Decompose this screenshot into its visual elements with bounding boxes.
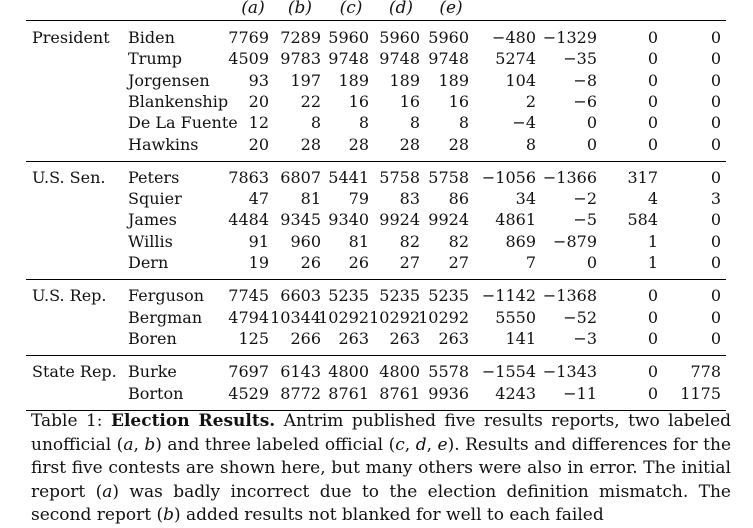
column-header: (d) <box>388 0 414 18</box>
table-cell: 0 <box>647 134 658 154</box>
column-header: (c) <box>339 0 363 18</box>
table-cell: 8 <box>358 113 369 133</box>
table-cell: 9345 <box>280 210 321 230</box>
table-cell: −52 <box>563 307 597 327</box>
table-cell: 189 <box>389 70 420 90</box>
table-cell: 0 <box>647 383 658 403</box>
table-cell: 5235 <box>379 286 420 306</box>
table-cell: 5758 <box>379 167 420 187</box>
table-cell: 7863 <box>228 167 269 187</box>
table-cell: 9924 <box>428 210 469 230</box>
table-cell: 869 <box>505 231 536 251</box>
table-cell: 4800 <box>328 362 369 382</box>
table-cell: 5550 <box>495 307 536 327</box>
table-cell: 4794 <box>228 307 269 327</box>
candidate-name: Biden <box>128 28 175 47</box>
table-cell: 4529 <box>228 383 269 403</box>
caption-label: Table 1: <box>31 411 103 431</box>
table-cell: 4243 <box>495 383 536 403</box>
table-cell: 5960 <box>379 28 420 47</box>
table-cell: 263 <box>338 328 369 348</box>
table-cell: 82 <box>399 231 420 251</box>
table-cell: −4 <box>512 113 536 133</box>
table-cell: 4484 <box>228 210 269 230</box>
table-cell: 263 <box>438 328 469 348</box>
table-cell: 7697 <box>228 362 269 382</box>
table-cell: 8 <box>525 134 536 154</box>
contest-label: U.S. Sen. <box>32 167 106 187</box>
table-cell: 81 <box>348 231 369 251</box>
table-cell: 0 <box>647 91 658 111</box>
table-cell: −879 <box>553 231 597 251</box>
table-cell: 83 <box>399 189 420 209</box>
table-cell: 0 <box>710 28 721 47</box>
table-cell: 0 <box>647 307 658 327</box>
table-cell: 0 <box>586 113 597 133</box>
table-cell: 28 <box>399 134 420 154</box>
caption-text-segment: , <box>426 434 438 455</box>
table-cell: 86 <box>448 189 469 209</box>
table-cell: 5960 <box>328 28 369 47</box>
contest-label: President <box>32 28 110 47</box>
table-cell: 0 <box>647 28 658 47</box>
table-cell: 28 <box>300 134 321 154</box>
candidate-name: Hawkins <box>128 134 199 154</box>
table-cell: 0 <box>710 134 721 154</box>
table-cell: 8 <box>409 113 420 133</box>
table-cell: 10292 <box>369 307 420 327</box>
candidate-name: Dern <box>128 253 169 272</box>
caption-italic-segment: a <box>123 434 134 455</box>
candidate-name: Squier <box>128 189 182 209</box>
table-cell: 22 <box>300 91 321 111</box>
table-cell: 0 <box>647 70 658 90</box>
table-cell: 0 <box>710 210 721 230</box>
caption-italic-segment: b <box>163 505 174 525</box>
table-cell: 4861 <box>495 210 536 230</box>
table-cell: 5578 <box>428 362 469 382</box>
table-cell: 6603 <box>280 286 321 306</box>
table-cell: 9748 <box>328 49 369 69</box>
caption-italic-segment: c <box>395 434 405 455</box>
table-cell: −1329 <box>542 28 597 47</box>
table-cell: 778 <box>690 362 721 382</box>
table-cell: 5758 <box>428 167 469 187</box>
candidate-name: Jorgensen <box>128 70 210 90</box>
candidate-name: Boren <box>128 328 177 348</box>
table-cell: −35 <box>563 49 597 69</box>
table-cell: 0 <box>647 328 658 348</box>
table-cell: 26 <box>300 253 321 272</box>
caption-title: Election Results. <box>110 411 276 431</box>
table-cell: 9783 <box>280 49 321 69</box>
table-cell: 8761 <box>379 383 420 403</box>
candidate-name: Willis <box>128 231 173 251</box>
caption-text-segment: ) was badly incorrect due to the election definition mismatch. The second report ( <box>31 481 731 525</box>
candidate-name: James <box>128 210 177 230</box>
table-cell: 0 <box>647 362 658 382</box>
table-cell: 5441 <box>328 167 369 187</box>
caption-text-segment: Antrim published five results reports, two labeled unofficial ( <box>31 411 732 455</box>
table-cell: −1366 <box>542 167 597 187</box>
table-cell: 189 <box>438 70 469 90</box>
table-cell: 10292 <box>418 307 469 327</box>
table-cell: 3 <box>710 189 721 209</box>
table-cell: 0 <box>647 286 658 306</box>
table-cell: 7745 <box>228 286 269 306</box>
table-cell: 104 <box>505 70 536 90</box>
table-rule <box>26 355 726 356</box>
candidate-name: Peters <box>128 167 180 187</box>
table-cell: 9748 <box>428 49 469 69</box>
table-cell: 317 <box>627 167 658 187</box>
table-cell: 141 <box>505 328 536 348</box>
column-header: (a) <box>241 0 265 18</box>
table-cell: 0 <box>710 49 721 69</box>
caption-italic-segment: e <box>437 434 448 455</box>
table-cell: −1142 <box>481 286 536 306</box>
table-rule <box>26 20 726 21</box>
table-cell: −5 <box>573 210 597 230</box>
table-cell: 4800 <box>379 362 420 382</box>
table-cell: −480 <box>492 28 536 47</box>
table-cell: 1 <box>647 253 658 272</box>
column-header: (e) <box>439 0 463 18</box>
table-cell: 9748 <box>379 49 420 69</box>
table-cell: 27 <box>448 253 469 272</box>
table-cell: 584 <box>627 210 658 230</box>
table-cell: 34 <box>515 189 536 209</box>
table-cell: 4 <box>647 189 658 209</box>
table-cell: 0 <box>647 49 658 69</box>
table-cell: 0 <box>710 113 721 133</box>
table-cell: 0 <box>710 70 721 90</box>
table-cell: 6143 <box>280 362 321 382</box>
table-cell: 26 <box>348 253 369 272</box>
candidate-name: Trump <box>128 49 183 69</box>
table-cell: 960 <box>290 231 321 251</box>
table-cell: 28 <box>348 134 369 154</box>
table-cell: 79 <box>348 189 369 209</box>
table-rule <box>26 279 726 280</box>
table-cell: −1368 <box>542 286 597 306</box>
caption-text-segment: ). Results and differences for the first five contests are shown here, but many others were also in error. The initial report ( <box>31 434 732 502</box>
candidate-name: Bergman <box>128 307 203 327</box>
table-cell: 16 <box>399 91 420 111</box>
table-cell: −2 <box>573 189 597 209</box>
table-cell: 8 <box>310 113 321 133</box>
table-cell: 5274 <box>495 49 536 69</box>
table-cell: 47 <box>248 189 269 209</box>
table-rule <box>26 161 726 162</box>
table-cell: 0 <box>710 91 721 111</box>
candidate-name: Ferguson <box>128 286 205 306</box>
caption-text-segment: ) and three labeled official ( <box>155 434 396 455</box>
candidate-name: Borton <box>128 383 184 403</box>
table-cell: 93 <box>248 70 269 90</box>
table-cell: 82 <box>448 231 469 251</box>
candidate-name: Blankenship <box>128 91 229 111</box>
table-cell: 0 <box>710 307 721 327</box>
table-cell: 6807 <box>280 167 321 187</box>
table-cell: 27 <box>399 253 420 272</box>
table-cell: −1343 <box>542 362 597 382</box>
caption-italic-segment: d <box>415 434 427 455</box>
table-cell: −8 <box>573 70 597 90</box>
table-cell: 0 <box>710 253 721 272</box>
table-cell: 5235 <box>328 286 369 306</box>
table-cell: 2 <box>525 91 536 111</box>
table-cell: 81 <box>300 189 321 209</box>
caption-italic-segment: b <box>144 434 156 455</box>
table-cell: 125 <box>238 328 269 348</box>
table-cell: 0 <box>710 231 721 251</box>
table-cell: 91 <box>248 231 269 251</box>
table-cell: 0 <box>710 328 721 348</box>
table-cell: 20 <box>248 91 269 111</box>
table-cell: 10292 <box>318 307 369 327</box>
table-cell: 0 <box>710 167 721 187</box>
table-cell: −1554 <box>481 362 536 382</box>
table-cell: 197 <box>290 70 321 90</box>
caption-text-segment: ) added results not blanked for well to each failed <box>173 505 604 525</box>
table-cell: 266 <box>290 328 321 348</box>
table-cell: −1056 <box>481 167 536 187</box>
caption-italic-segment: a <box>102 481 113 502</box>
table-cell: 1175 <box>680 383 721 403</box>
table-cell: −11 <box>563 383 597 403</box>
table-cell: 0 <box>647 113 658 133</box>
table-cell: 1 <box>647 231 658 251</box>
contest-label: State Rep. <box>32 362 117 382</box>
table-cell: 263 <box>389 328 420 348</box>
column-header: (b) <box>287 0 313 18</box>
table-cell: 7 <box>525 253 536 272</box>
table-cell: 5235 <box>428 286 469 306</box>
table-cell: 8 <box>458 113 469 133</box>
table-cell: −6 <box>573 91 597 111</box>
table-cell: 20 <box>248 134 269 154</box>
table-cell: 16 <box>348 91 369 111</box>
table-caption <box>31 410 731 528</box>
table-cell: 4509 <box>228 49 269 69</box>
table-cell: 0 <box>710 286 721 306</box>
table-cell: 10344 <box>270 307 321 327</box>
contest-label: U.S. Rep. <box>32 286 107 306</box>
table-cell: 19 <box>248 253 269 272</box>
table-cell: 7289 <box>280 28 321 47</box>
table-cell: 189 <box>338 70 369 90</box>
table-cell: 5960 <box>428 28 469 47</box>
table-cell: 16 <box>448 91 469 111</box>
caption-text-segment: , <box>404 434 416 455</box>
table-cell: 12 <box>248 113 269 133</box>
table-cell: 9936 <box>428 383 469 403</box>
table-cell: 8761 <box>328 383 369 403</box>
table-cell: 9340 <box>328 210 369 230</box>
table-cell: 28 <box>448 134 469 154</box>
caption-text-segment: , <box>133 434 145 455</box>
table-cell: 8772 <box>280 383 321 403</box>
table-cell: 9924 <box>379 210 420 230</box>
candidate-name: Burke <box>128 362 177 382</box>
candidate-name: De La Fuente <box>128 113 238 133</box>
table-cell: 7769 <box>228 28 269 47</box>
table-cell: 0 <box>586 253 597 272</box>
table-cell: −3 <box>573 328 597 348</box>
table-cell: 0 <box>586 134 597 154</box>
